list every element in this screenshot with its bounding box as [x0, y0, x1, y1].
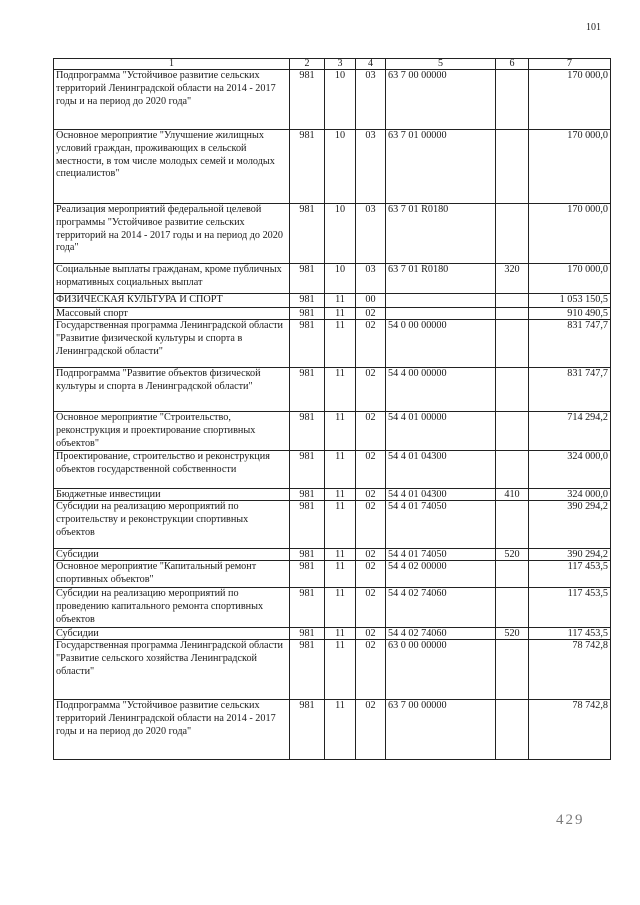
cell-vr — [496, 587, 529, 627]
cell-grbs: 981 — [290, 204, 325, 264]
cell-sum: 117 453,5 — [529, 587, 611, 627]
table-row — [54, 264, 611, 294]
cell-grbs: 981 — [290, 587, 325, 627]
cell-csr: 54 4 00 00000 — [386, 368, 496, 412]
cell-grbs: 981 — [290, 639, 325, 699]
cell-csr: 63 7 00 00000 — [386, 70, 496, 130]
table-row — [54, 627, 611, 639]
cell-sum: 117 453,5 — [529, 561, 611, 588]
cell-csr: 54 4 01 04300 — [386, 489, 496, 501]
col-header-7: 7 — [529, 59, 611, 70]
cell-pr: 00 — [356, 294, 386, 308]
cell-csr: 54 4 02 74060 — [386, 587, 496, 627]
cell-name: Массовый спорт — [54, 308, 290, 320]
table-row — [54, 368, 611, 412]
cell-rz: 11 — [325, 561, 356, 588]
cell-grbs: 981 — [290, 308, 325, 320]
cell-vr: 320 — [496, 264, 529, 294]
cell-sum: 117 453,5 — [529, 627, 611, 639]
cell-grbs: 981 — [290, 130, 325, 204]
cell-pr: 02 — [356, 639, 386, 699]
cell-grbs: 981 — [290, 368, 325, 412]
table-row — [54, 639, 611, 699]
cell-grbs: 981 — [290, 451, 325, 489]
cell-grbs: 981 — [290, 320, 325, 368]
cell-rz: 10 — [325, 264, 356, 294]
cell-grbs: 981 — [290, 489, 325, 501]
cell-grbs: 981 — [290, 294, 325, 308]
cell-rz: 10 — [325, 70, 356, 130]
cell-pr: 03 — [356, 264, 386, 294]
table-row — [54, 320, 611, 368]
cell-pr: 02 — [356, 489, 386, 501]
cell-pr: 02 — [356, 320, 386, 368]
cell-rz: 11 — [325, 549, 356, 561]
cell-sum: 324 000,0 — [529, 489, 611, 501]
cell-csr — [386, 308, 496, 320]
cell-vr — [496, 204, 529, 264]
cell-csr: 63 7 01 R0180 — [386, 204, 496, 264]
cell-vr — [496, 308, 529, 320]
cell-csr: 63 7 00 00000 — [386, 699, 496, 759]
cell-csr: 63 7 01 R0180 — [386, 264, 496, 294]
cell-rz: 11 — [325, 587, 356, 627]
cell-vr — [496, 294, 529, 308]
cell-vr — [496, 412, 529, 451]
cell-name: Субсидии — [54, 627, 290, 639]
cell-rz: 11 — [325, 501, 356, 549]
cell-rz: 11 — [325, 294, 356, 308]
cell-sum: 831 747,7 — [529, 368, 611, 412]
cell-csr: 63 0 00 00000 — [386, 639, 496, 699]
cell-name: Реализация мероприятий федеральной целевой программы "Устойчивое развитие сельских территорий на 2014 - 2017 годы и на период до 2020 года" — [54, 204, 290, 264]
cell-grbs: 981 — [290, 264, 325, 294]
page-number: 101 — [586, 22, 601, 33]
cell-sum: 910 490,5 — [529, 308, 611, 320]
table-row — [54, 412, 611, 451]
table-row — [54, 308, 611, 320]
cell-grbs: 981 — [290, 501, 325, 549]
cell-csr: 54 4 01 04300 — [386, 451, 496, 489]
cell-sum: 170 000,0 — [529, 264, 611, 294]
cell-sum: 324 000,0 — [529, 451, 611, 489]
table-row — [54, 130, 611, 204]
header-row — [54, 59, 611, 70]
budget-table — [53, 58, 611, 760]
cell-rz: 11 — [325, 451, 356, 489]
cell-rz: 10 — [325, 130, 356, 204]
cell-name: Субсидии на реализацию мероприятий по строительству и реконструкции спортивных объектов — [54, 501, 290, 549]
cell-csr: 54 0 00 00000 — [386, 320, 496, 368]
table-row — [54, 204, 611, 264]
cell-pr: 02 — [356, 549, 386, 561]
cell-name: Субсидии на реализацию мероприятий по проведению капитального ремонта спортивных объектов — [54, 587, 290, 627]
cell-name: Основное мероприятие "Улучшение жилищных условий граждан, проживающих в сельской местности, в том числе молодых семей и молодых специалистов" — [54, 130, 290, 204]
cell-csr — [386, 294, 496, 308]
cell-csr: 54 4 01 74050 — [386, 501, 496, 549]
cell-vr — [496, 501, 529, 549]
cell-grbs: 981 — [290, 627, 325, 639]
cell-pr: 02 — [356, 501, 386, 549]
cell-vr: 520 — [496, 627, 529, 639]
cell-pr: 02 — [356, 561, 386, 588]
cell-vr: 520 — [496, 549, 529, 561]
cell-sum: 714 294,2 — [529, 412, 611, 451]
cell-name: Основное мероприятие "Капитальный ремонт спортивных объектов" — [54, 561, 290, 588]
col-header-5: 5 — [386, 59, 496, 70]
cell-csr: 54 4 01 00000 — [386, 412, 496, 451]
cell-sum: 831 747,7 — [529, 320, 611, 368]
cell-name: Подпрограмма "Устойчивое развитие сельских территорий Ленинградской области на 2014 - 2017 годы и на период до 2020 года" — [54, 699, 290, 759]
cell-name: Социальные выплаты гражданам, кроме публичных нормативных социальных выплат — [54, 264, 290, 294]
cell-sum: 170 000,0 — [529, 204, 611, 264]
col-header-1: 1 — [54, 59, 290, 70]
cell-rz: 11 — [325, 489, 356, 501]
cell-sum: 170 000,0 — [529, 130, 611, 204]
cell-csr: 54 4 02 74060 — [386, 627, 496, 639]
cell-grbs: 981 — [290, 561, 325, 588]
cell-rz: 11 — [325, 627, 356, 639]
cell-name: Основное мероприятие "Строительство, реконструкция и проектирование спортивных объектов" — [54, 412, 290, 451]
cell-sum: 78 742,8 — [529, 639, 611, 699]
cell-rz: 11 — [325, 412, 356, 451]
cell-rz: 11 — [325, 368, 356, 412]
cell-name: Подпрограмма "Развитие объектов физической культуры и спорта в Ленинградской области" — [54, 368, 290, 412]
cell-grbs: 981 — [290, 70, 325, 130]
cell-pr: 02 — [356, 451, 386, 489]
cell-vr — [496, 699, 529, 759]
cell-vr — [496, 368, 529, 412]
cell-sum: 170 000,0 — [529, 70, 611, 130]
cell-vr — [496, 130, 529, 204]
cell-pr: 03 — [356, 204, 386, 264]
cell-pr: 02 — [356, 308, 386, 320]
table-row — [54, 70, 611, 130]
cell-vr: 410 — [496, 489, 529, 501]
cell-pr: 02 — [356, 627, 386, 639]
cell-pr: 02 — [356, 368, 386, 412]
cell-name: Проектирование, строительство и реконструкция объектов государственной собственности — [54, 451, 290, 489]
cell-name: Бюджетные инвестиции — [54, 489, 290, 501]
col-header-4: 4 — [356, 59, 386, 70]
cell-grbs: 981 — [290, 699, 325, 759]
col-header-6: 6 — [496, 59, 529, 70]
cell-rz: 10 — [325, 204, 356, 264]
cell-grbs: 981 — [290, 412, 325, 451]
cell-rz: 11 — [325, 308, 356, 320]
table-row — [54, 451, 611, 489]
cell-vr — [496, 320, 529, 368]
table-row — [54, 549, 611, 561]
cell-csr: 54 4 01 74050 — [386, 549, 496, 561]
cell-sum: 390 294,2 — [529, 549, 611, 561]
cell-name: Государственная программа Ленинградской области "Развитие сельского хозяйства Ленинградской области" — [54, 639, 290, 699]
cell-csr: 54 4 02 00000 — [386, 561, 496, 588]
col-header-3: 3 — [325, 59, 356, 70]
col-header-2: 2 — [290, 59, 325, 70]
table-row — [54, 294, 611, 308]
cell-sum: 78 742,8 — [529, 699, 611, 759]
cell-vr — [496, 639, 529, 699]
table-row — [54, 699, 611, 759]
cell-name: Субсидии — [54, 549, 290, 561]
cell-rz: 11 — [325, 320, 356, 368]
cell-grbs: 981 — [290, 549, 325, 561]
cell-rz: 11 — [325, 639, 356, 699]
cell-name: Государственная программа Ленинградской области "Развитие физической культуры и спорта в Ленинградской области" — [54, 320, 290, 368]
cell-sum: 390 294,2 — [529, 501, 611, 549]
cell-vr — [496, 561, 529, 588]
table-row — [54, 587, 611, 627]
cell-pr: 02 — [356, 412, 386, 451]
cell-name: Подпрограмма "Устойчивое развитие сельских территорий Ленинградской области на 2014 - 2017 годы и на период до 2020 года" — [54, 70, 290, 130]
cell-sum: 1 053 150,5 — [529, 294, 611, 308]
cell-pr: 02 — [356, 587, 386, 627]
page-stamp: 429 — [556, 812, 585, 828]
table-row — [54, 489, 611, 501]
cell-pr: 03 — [356, 130, 386, 204]
table-row — [54, 501, 611, 549]
cell-name: ФИЗИЧЕСКАЯ КУЛЬТУРА И СПОРТ — [54, 294, 290, 308]
cell-pr: 02 — [356, 699, 386, 759]
cell-vr — [496, 451, 529, 489]
cell-rz: 11 — [325, 699, 356, 759]
cell-pr: 03 — [356, 70, 386, 130]
table-body — [54, 70, 611, 760]
cell-csr: 63 7 01 00000 — [386, 130, 496, 204]
table-row — [54, 561, 611, 588]
cell-vr — [496, 70, 529, 130]
